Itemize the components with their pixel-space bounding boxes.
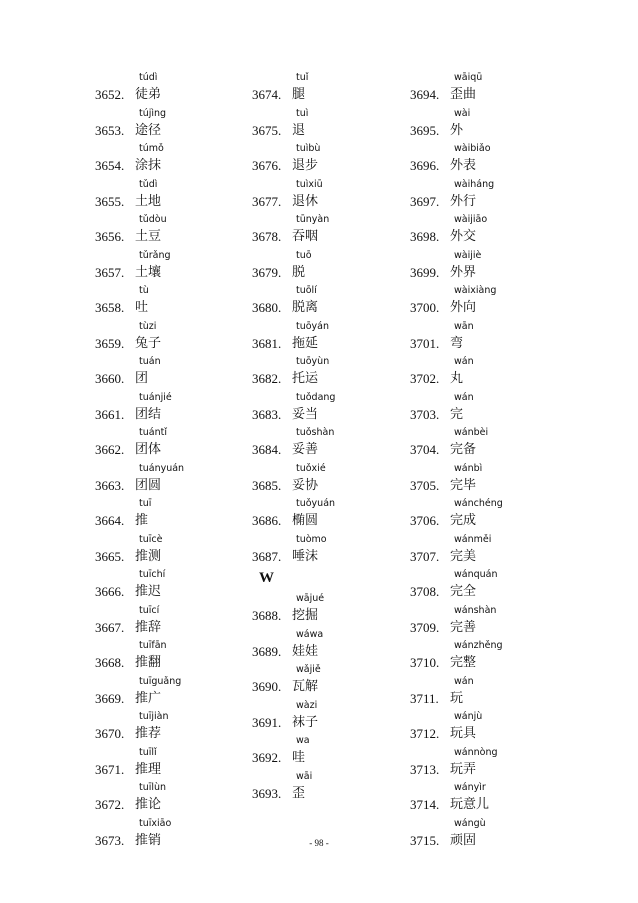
entry-number: 3714. [410, 797, 440, 812]
entry-word: 推 [135, 513, 149, 528]
entry-number: 3677. [252, 193, 282, 209]
entry-pinyin: tuī [139, 498, 152, 509]
entry-pinyin: tuìbù [296, 143, 321, 154]
entry-pinyin: wányìr [454, 782, 486, 793]
entry-pinyin: wánzhěng [454, 640, 503, 651]
entry-word: 完美 [450, 548, 477, 564]
entry-pinyin: tuì [296, 107, 309, 119]
entry-number: 3659. [95, 335, 125, 351]
entry-word: 推销 [135, 832, 162, 848]
entry-number: 3692. [252, 750, 282, 765]
entry-word: 推迟 [135, 584, 162, 599]
entry-word: 完成 [450, 513, 477, 528]
entry-pinyin: tuǐ [296, 72, 309, 83]
entry-number: 3669. [95, 690, 125, 706]
entry-pinyin: tuīxiāo [139, 817, 172, 829]
entry-word: 瓦解 [292, 679, 319, 694]
entry-number: 3671. [95, 761, 125, 777]
entry-number: 3693. [252, 785, 282, 801]
entry-number: 3699. [410, 264, 440, 280]
entry-number: 3679. [252, 264, 282, 280]
entry-pinyin: tuījiàn [139, 711, 169, 722]
entry-pinyin: tuōyùn [296, 356, 330, 367]
entry-pinyin: tǔdòu [139, 214, 167, 225]
entry-number: 3657. [95, 264, 125, 280]
entry-number: 3660. [95, 371, 125, 386]
entry-number: 3682. [252, 371, 282, 386]
entry-pinyin: wáwa [296, 628, 324, 640]
entry-pinyin: tuō [296, 249, 312, 261]
entry-word: 团 [135, 371, 149, 386]
entry-number: 3672. [95, 797, 125, 812]
entry-pinyin: tuìxiū [296, 178, 323, 190]
entry-pinyin: wángù [454, 817, 486, 829]
entry-word: 吐 [135, 300, 149, 315]
entry-number: 3664. [95, 513, 125, 528]
entry-word: 外界 [450, 264, 477, 280]
entry-number: 3655. [95, 193, 125, 209]
entry-word: 娃娃 [292, 643, 319, 659]
section-letter: W [259, 570, 274, 586]
entry-word: 玩意儿 [450, 797, 490, 812]
entry-pinyin: tuīcí [139, 604, 160, 616]
entry-number: 3680. [252, 300, 282, 315]
entry-pinyin: tuántǐ [139, 427, 167, 438]
entry-word: 团结 [135, 406, 162, 422]
entry-number: 3704. [410, 442, 440, 457]
entry-word: 拖延 [292, 335, 319, 351]
entry-number: 3667. [95, 619, 125, 635]
entry-number: 3712. [410, 726, 440, 741]
entry-pinyin: tūnyàn [296, 214, 330, 225]
entry-pinyin: tuǒyuán [296, 498, 336, 509]
entry-number: 3715. [410, 832, 440, 848]
entry-pinyin: wánjù [454, 711, 483, 722]
entry-word: 脱 [292, 264, 306, 280]
entry-word: 土地 [135, 193, 162, 209]
entry-pinyin: túmǒ [139, 143, 164, 154]
entry-word: 妥善 [292, 442, 319, 457]
entry-number: 3665. [95, 548, 125, 564]
entry-word: 脱离 [292, 300, 319, 315]
entry-word: 退步 [292, 158, 319, 173]
entry-number: 3674. [252, 87, 282, 102]
entry-word: 完备 [450, 442, 477, 457]
entry-word: 完善 [450, 619, 477, 635]
entry-word: 弯 [450, 335, 464, 351]
entry-number: 3703. [410, 406, 440, 422]
entry-number: 3695. [410, 122, 440, 138]
entry-number: 3700. [410, 300, 440, 315]
entry-pinyin: tuōlí [296, 285, 317, 296]
entry-word: 途径 [135, 122, 162, 138]
entry-word: 顽固 [450, 832, 477, 848]
entry-number: 3702. [410, 371, 440, 386]
entry-number: 3710. [410, 655, 440, 670]
entry-pinyin: tuīcè [139, 533, 163, 545]
entry-pinyin: wàiháng [454, 178, 495, 190]
entry-number: 3676. [252, 158, 282, 173]
entry-word: 推理 [135, 761, 162, 777]
entry-number: 3709. [410, 619, 440, 635]
entry-pinyin: tújìng [139, 107, 167, 119]
entry-number: 3673. [95, 832, 125, 848]
entry-number: 3656. [95, 229, 125, 244]
entry-word: 外行 [450, 193, 477, 209]
entry-word: 外向 [450, 300, 477, 315]
entry-pinyin: wánchéng [454, 498, 503, 509]
entry-number: 3670. [95, 726, 125, 741]
entry-number: 3685. [252, 477, 282, 493]
entry-number: 3691. [252, 714, 282, 730]
entry-pinyin: wánbì [454, 462, 483, 474]
entry-pinyin: wàijiè [454, 249, 482, 261]
entry-number: 3690. [252, 679, 282, 694]
entry-word: 玩弄 [450, 761, 477, 777]
entry-word: 唾沫 [292, 548, 319, 564]
entry-word: 外交 [450, 229, 477, 244]
entry-number: 3654. [95, 158, 125, 173]
entry-number: 3708. [410, 584, 440, 599]
entry-pinyin: tuányuán [139, 462, 185, 474]
entry-number: 3711. [410, 690, 439, 706]
entry-pinyin: wánquán [454, 569, 498, 580]
entry-word: 退 [292, 122, 306, 138]
entry-pinyin: tuīlǐ [139, 746, 157, 758]
entry-pinyin: wàzi [296, 699, 318, 711]
entry-pinyin: tuán [139, 356, 161, 367]
entry-pinyin: wājué [296, 593, 325, 604]
entry-pinyin: wán [454, 391, 474, 403]
entry-word: 椭圆 [292, 513, 319, 528]
entry-pinyin: wa [296, 735, 310, 746]
entry-pinyin: túdì [139, 72, 158, 83]
entry-word: 推广 [135, 690, 162, 706]
entry-word: 托运 [292, 371, 319, 386]
entry-word: 妥当 [292, 406, 319, 422]
entry-word: 歪曲 [450, 87, 477, 102]
entry-number: 3705. [410, 477, 440, 493]
entry-number: 3663. [95, 477, 125, 493]
entry-word: 兔子 [135, 335, 162, 351]
entry-number: 3694. [410, 87, 440, 102]
entry-number: 3675. [252, 122, 282, 138]
entry-pinyin: tuòmo [296, 533, 327, 545]
entry-pinyin: wāiqū [454, 72, 483, 83]
entry-word: 外表 [450, 158, 477, 173]
entry-pinyin: tuōyán [296, 320, 330, 332]
entry-word: 退休 [292, 193, 319, 209]
entry-word: 完毕 [450, 477, 477, 493]
entry-pinyin: tuǒxié [296, 462, 326, 474]
entry-pinyin: wánnòng [454, 746, 498, 758]
entry-word: 腿 [292, 87, 306, 102]
entry-number: 3684. [252, 442, 282, 457]
entry-number: 3713. [410, 761, 440, 777]
entry-number: 3666. [95, 584, 125, 599]
entry-pinyin: tùzi [139, 320, 157, 332]
entry-word: 吞咽 [292, 229, 319, 244]
entry-word: 丸 [450, 371, 464, 386]
entry-pinyin: wàijiāo [454, 214, 488, 225]
entry-pinyin: tuīfān [139, 640, 167, 651]
entry-word: 土壤 [135, 264, 162, 280]
entry-word: 团圆 [135, 477, 162, 493]
entry-word: 土豆 [135, 229, 162, 244]
entry-word: 完整 [450, 655, 477, 670]
entry-pinyin: wánměi [454, 533, 492, 545]
entry-number: 3689. [252, 643, 282, 659]
entry-pinyin: tǔrǎng [139, 249, 171, 261]
entry-pinyin: wán [454, 675, 474, 687]
entry-number: 3687. [252, 548, 282, 564]
entry-number: 3697. [410, 193, 440, 209]
entry-word: 推翻 [135, 655, 162, 670]
entry-word: 涂抹 [135, 158, 162, 173]
entry-word: 挖掘 [292, 608, 319, 623]
entry-pinyin: tuīchí [139, 569, 166, 580]
entry-number: 3678. [252, 229, 282, 244]
entry-word: 推测 [135, 548, 162, 564]
entry-number: 3698. [410, 229, 440, 244]
entry-word: 团体 [135, 442, 162, 457]
entry-word: 妥协 [292, 477, 319, 493]
entry-number: 3653. [95, 122, 125, 138]
entry-number: 3662. [95, 442, 125, 457]
entry-pinyin: wàixiàng [454, 285, 497, 296]
entry-pinyin: tuīlùn [139, 782, 167, 793]
entry-number: 3681. [252, 335, 282, 351]
entry-pinyin: tuǒshàn [296, 427, 335, 438]
entry-word: 玩具 [450, 726, 477, 741]
page-number: - 98 - [309, 838, 329, 848]
entry-number: 3701. [410, 335, 440, 351]
entry-number: 3658. [95, 300, 125, 315]
entry-number: 3707. [410, 548, 440, 564]
entry-pinyin: wān [454, 320, 474, 332]
entry-pinyin: wánshàn [454, 604, 497, 616]
entry-word: 袜子 [292, 714, 319, 730]
entry-word: 完全 [450, 584, 477, 599]
entry-word: 徒弟 [135, 87, 162, 102]
entry-pinyin: wàibiǎo [454, 143, 491, 154]
entry-word: 外 [450, 122, 464, 138]
entry-number: 3668. [95, 655, 125, 670]
entry-pinyin: tuīguǎng [139, 675, 182, 687]
entry-pinyin: tǔdì [139, 178, 158, 190]
entry-number: 3661. [95, 406, 125, 422]
entry-number: 3652. [95, 87, 125, 102]
entry-number: 3688. [252, 608, 282, 623]
entry-pinyin: wán [454, 356, 474, 367]
entry-pinyin: tuǒdang [296, 391, 336, 403]
entry-word: 推辞 [135, 619, 162, 635]
entry-pinyin: tuánjié [139, 391, 172, 403]
entry-number: 3683. [252, 406, 282, 422]
entry-word: 玩 [450, 690, 464, 706]
entry-pinyin: wánbèi [454, 427, 489, 438]
entry-word: 哇 [292, 750, 306, 765]
entry-number: 3696. [410, 158, 440, 173]
entry-pinyin: wāi [296, 770, 313, 782]
entry-number: 3706. [410, 513, 440, 528]
entry-pinyin: wài [454, 107, 471, 119]
entry-word: 完 [450, 406, 464, 422]
entry-word: 歪 [292, 785, 306, 801]
entry-pinyin: wǎjiě [296, 664, 321, 675]
entry-word: 推荐 [135, 726, 162, 741]
entry-word: 推论 [135, 797, 162, 812]
entry-pinyin: tù [139, 285, 149, 296]
entry-number: 3686. [252, 513, 282, 528]
